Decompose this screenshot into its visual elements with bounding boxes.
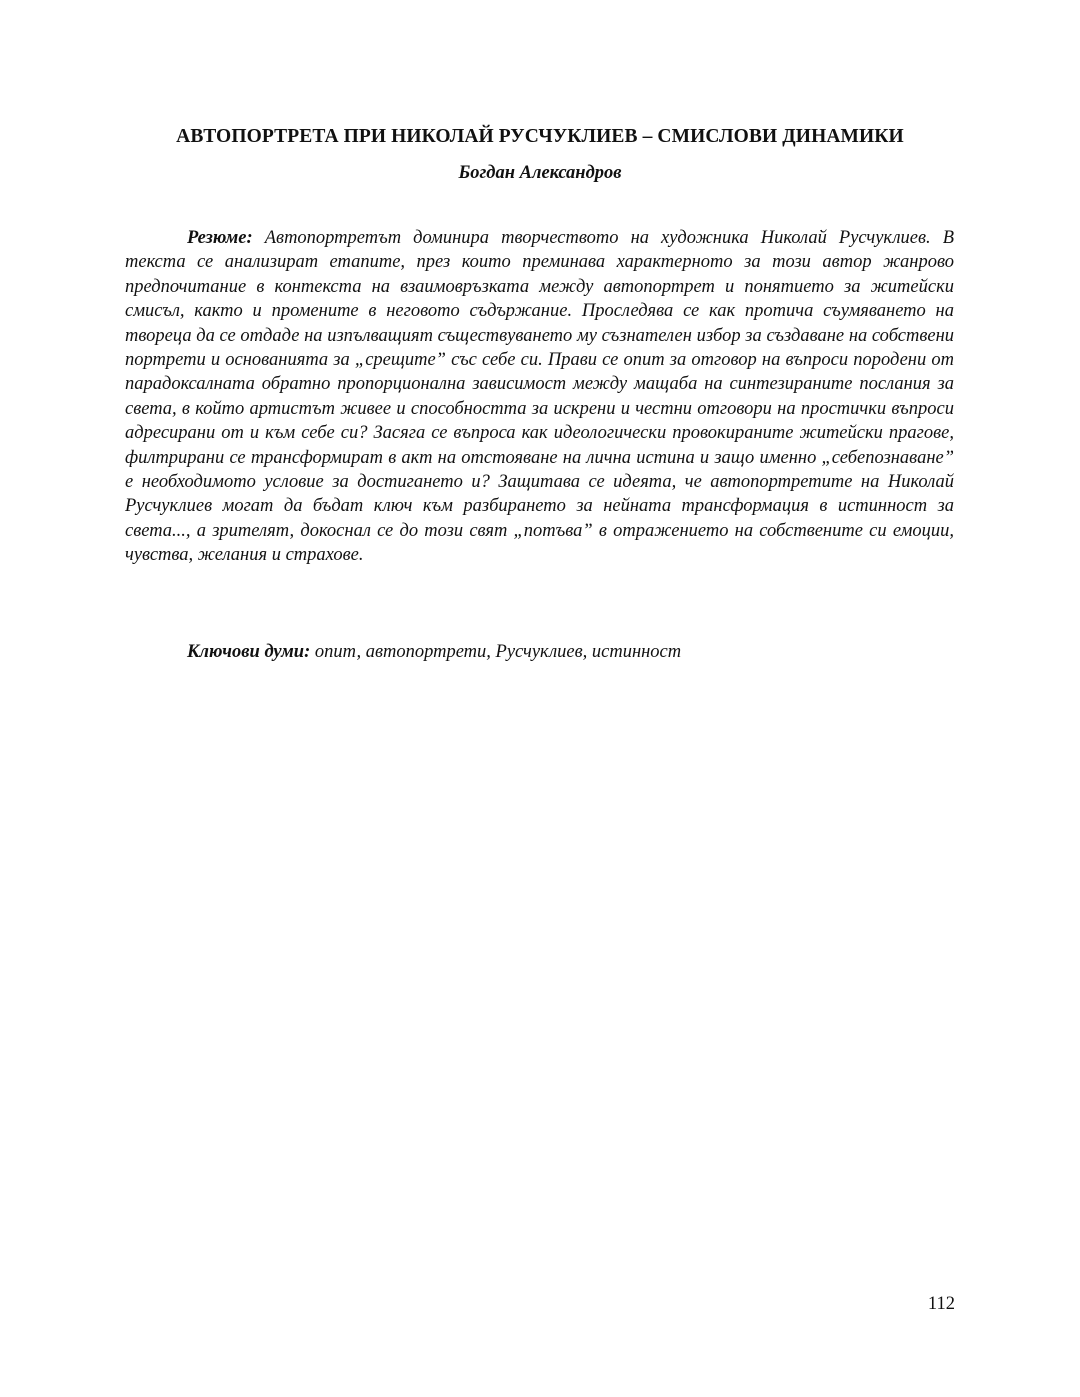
abstract-text: Автопортретът доминира творчеството на художника Николай Русчуклиев. В текста се анализират етапите, през които преминава характерното за този автор жанрово предпочитание в контекста на взаимовръзката между автопортрет и понятието за житейски смисъл, както и промените в неговото съдържание. Проследява се как протича съумяването на твореца да се отдаде на изпълващият съществуването му съзнателен избор за създаване на собствени портрети и основанията за „срещите” със себе си. Прави се опит за отговор на въпроси породени от парадоксалната обратно пропорционална зависимост между мащаба на синтезираните послания за света, в който артистът живее и способността за искрени и честни отговори на простички въпроси адресирани от и към себе си? Засяга се въпроса как идеологически провокираните житейски прагове, филтрирани се трансформират в акт на отстояване на лична истина и защо именно „себепознаване” е необходимото условие за достигането и? Защитава се идеята, че автопортретите на Николай Русчуклиев могат да бъдат ключ към разбирането за нейната трансформация в истинност за света..., а зрителят, докоснал се до този свят „потъва” в отражението на собствените си емоции, чувства, желания и страхове. bbox=[125, 228, 954, 566]
keywords-label: Ключови думи: bbox=[187, 642, 311, 662]
abstract-label: Резюме: bbox=[187, 228, 253, 248]
page-number: 112 bbox=[927, 1294, 955, 1314]
article-title: АВТОПОРТРЕТА ПРИ НИКОЛАЙ РУСЧУКЛИЕВ – СМИСЛОВИ ДИНАМИКИ bbox=[176, 126, 904, 147]
keywords-paragraph bbox=[125, 640, 954, 664]
article-author: Богдан Александров bbox=[458, 163, 622, 183]
abstract-paragraph bbox=[125, 226, 954, 568]
keywords-text: опит, автопортрети, Русчуклиев, истинност bbox=[314, 642, 682, 662]
